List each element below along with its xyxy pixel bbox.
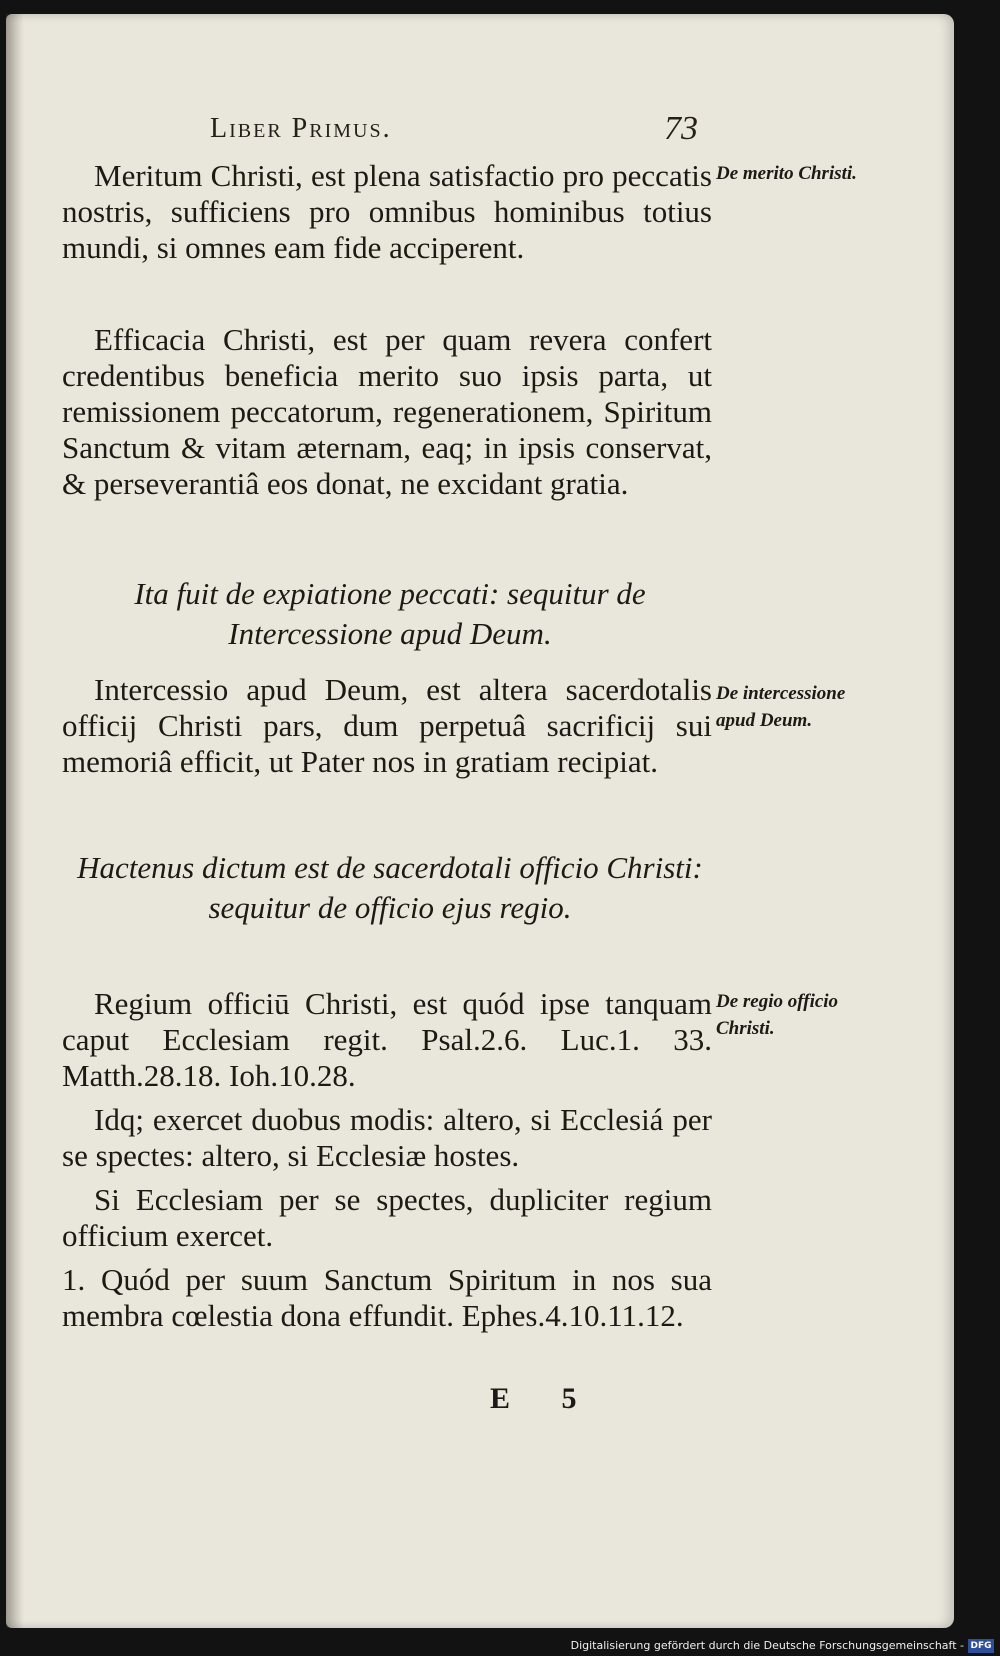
section-heading-intercession: Ita fuit de expiatione peccati: sequitur de Intercessione apud Deum. xyxy=(134,576,646,651)
paragraph-twofold: Si Ecclesiam per se spectes, dupliciter regium officium exercet. xyxy=(62,1182,712,1253)
digitization-credit: Digitalisierung gefördert durch die Deutsche Forschungsgemeinschaft - xyxy=(570,1639,964,1652)
margin-note-regal-office: De regio officio Christi. xyxy=(716,991,839,1039)
section-heading-regal-office: Hactenus dictum est de sacerdotali officio Christi: sequitur de officio ejus regio. xyxy=(77,850,703,925)
paragraph-merit: Meritum Christi, est plena satisfactio pro peccatis nostris, sufficiens pro omnibus hominibus totius mundi, si omnes eam fide acciperent. xyxy=(62,158,712,265)
paragraph-two-modes: Idq; exercet duobus modis: altero, si Ecclesiá per se spectes: altero, si Ecclesiæ hostes. xyxy=(62,1102,712,1173)
margin-note-merit: De merito Christi. xyxy=(716,163,857,184)
margin-note-intercession: De intercessione apud Deum. xyxy=(716,683,846,731)
paragraph-intercession: Intercessio apud Deum, est altera sacerdotalis officij Christi pars, dum perpetuâ sacrificij sui memoriâ efficit, ut Pater nos in gratiam recipiat. xyxy=(62,672,712,779)
dfg-logo[interactable]: DFG xyxy=(968,1639,994,1653)
paragraph-regal-office: Regium officiū Christi, est quód ipse tanquam caput Ecclesiam regit. Psal.2.6. Luc.1. 33. Matth.28.18. Ioh.10.28. xyxy=(62,986,712,1093)
signature-mark: E 5 xyxy=(490,1382,599,1415)
paragraph-efficacy: Efficacia Christi, est per quam revera confert credentibus beneficia merito suo ipsis parta, ut remissionem peccatorum, regenerationem, Spiritum Sanctum & vitam æternam, eaq; in ipsis conservat, & perseverantiâ eos donat, ne excidant gratia. xyxy=(62,322,712,501)
running-head xyxy=(210,113,710,145)
paragraph-point-one: 1. Quód per suum Sanctum Spiritum in nos sua membra cœlestia dona effundit. Ephes.4.10.11.12. xyxy=(62,1262,712,1333)
page-number: 73 xyxy=(664,110,698,147)
gutter-shadow xyxy=(6,14,24,1628)
running-head-title: Liber Primus. xyxy=(210,113,392,144)
